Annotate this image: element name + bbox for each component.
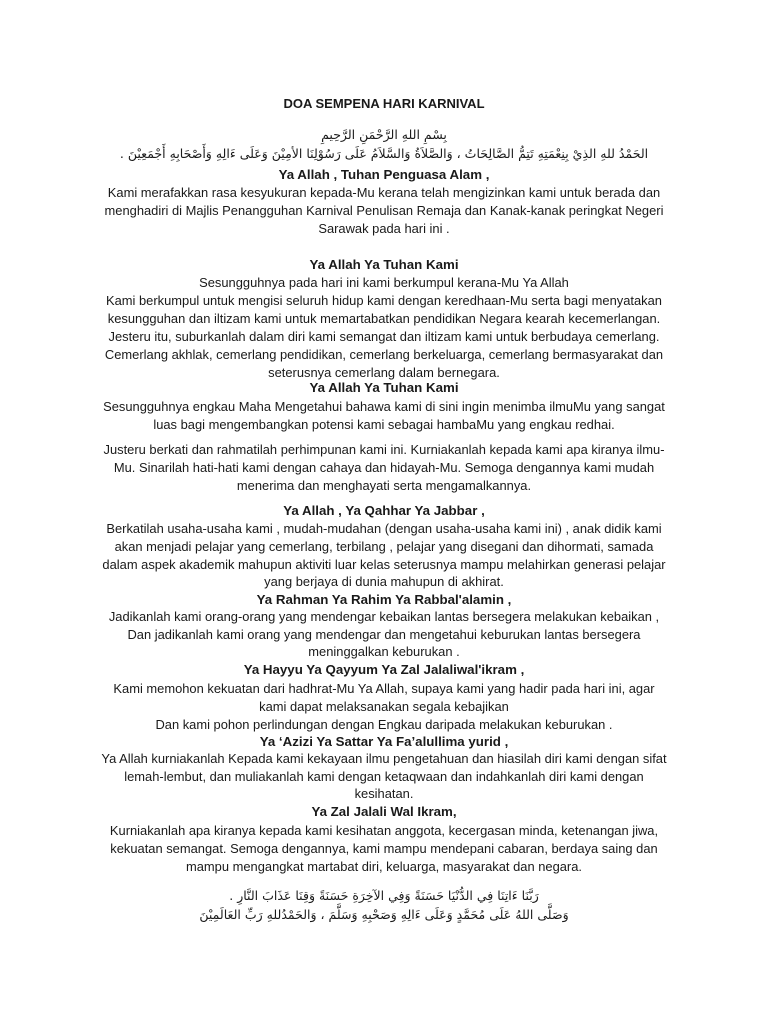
section-1-line: menghadiri di Majlis Penangguhan Karnival Penulisan Remaja dan Kanak-kanak peringkat Negeri [104, 203, 664, 218]
section-7-line: Ya Allah kurniakanlah Kepada kami kekayaan ilmu pengetahuan dan hiasilah diri kami dengan sifat [101, 751, 667, 766]
section-3-line: Mu. Sinarilah hati-hati kami dengan cahaya dan hidayah-Mu. Semoga dengannya kami mudah [113, 460, 655, 475]
section-4-line: akan menjadi pelajar yang cemerlang, terbilang , pelajar yang disegani dan dihormati, samada [114, 539, 654, 554]
section-2-line: Cemerlang akhlak, cemerlang pendidikan, cemerlang berkeluarga, cemerlang bermasyarakat dan [104, 347, 664, 362]
section-5-line: Dan jadikanlah kami orang yang mendengar dan mengetahui keburukan lantas bersegera [127, 627, 641, 642]
section-1-line: Kami merafakkan rasa kesyukuran kepada-Mu kerana telah mengizinkan kami untuk berada dan [107, 185, 661, 200]
section-6-heading: Ya Hayyu Ya Qayyum Ya Zal Jalaliwal'ikram , [243, 662, 525, 677]
section-3-heading: Ya Allah Ya Tuhan Kami [309, 380, 459, 395]
section-8-line: kekuatan semangat. Semoga dengannya, kami mampu mendepani cabaran, berdaya saing dan [110, 841, 658, 856]
section-5-line: meninggalkan keburukan . [308, 644, 460, 659]
document-title: DOA SEMPENA HARI KARNIVAL [283, 96, 485, 111]
closing-arabic-line: رَبَّنَا ءَاتِنَا فِي الدُّنْيَا حَسَنَةً وَفِي الآخِرَةِ حَسَنَةً وَقِنَا عَذَابَ النَّارِ . [229, 888, 539, 903]
section-4-line: dalam aspek akademik mahupun aktiviti luar kelas seterusnya mampu melahirkan generasi pelajar [102, 557, 666, 572]
opening-arabic: الحَمْدُ للهِ الذِيْ بِنِعْمَتِهِ تَتِمُّ الصَّالِحَاتُ ، وَالصَّلاَةُ وَالسَّلاَمُ عَلَى رَسُوْلِنَا الأمِيْنَ وَعَلَى ءَالِهِ وَأَصْحَابِهِ أَجْمَعِيْنَ . [119, 146, 649, 161]
section-8-line: mampu mengangkat martabat diri, keluarga, masyarakat dan negara. [185, 859, 582, 874]
section-4-line: yang berjaya di dunia mahupun di akhirat. [264, 574, 504, 589]
section-1-line: Sarawak pada hari ini . [318, 221, 450, 236]
section-6-line: kami dapat melaksanakan segala kebajikan [259, 699, 509, 714]
section-8-heading: Ya Zal Jalali Wal Ikram, [311, 804, 457, 819]
section-7-line: lemah-lembut, dan muliakanlah kami dengan ketaqwaan dan indahkanlah diri kami dengan [124, 769, 644, 784]
section-2-line: kesungguhan dan iltizam kami untuk memartabatkan pendidikan Negara kearah kecemerlangan. [107, 311, 661, 326]
section-4-heading: Ya Allah , Ya Qahhar Ya Jabbar , [283, 503, 485, 518]
section-4-line: Berkatilah usaha-usaha kami , mudah-mudahan (dengan usaha-usaha kami ini) , anak didik kami [106, 521, 662, 536]
section-5-heading: Ya Rahman Ya Rahim Ya Rabbal'alamin , [256, 592, 512, 607]
section-8-line: Kurniakanlah apa kiranya kepada kami kesihatan anggota, kecergasan minda, ketenangan jiwa, [109, 823, 659, 838]
section-3-line: menerima dan menghayati serta mengamalkannya. [236, 478, 532, 493]
section-5-line: Jadikanlah kami orang-orang yang mendengar kebaikan lantas bersegera melakukan kebaikan , [108, 609, 660, 624]
section-3-line: Justeru berkati dan rahmatilah perhimpunan kami ini. Kurniakanlah kepada kami apa kiranya ilmu- [103, 442, 665, 457]
closing-arabic-line: وَصَلَّى اللهُ عَلَى مُحَمَّدٍ وَعَلَى ءَالِهِ وَصَحْبِهِ وَسَلَّمَ ، وَالحَمْدُللهِ رَبِّ العَالَمِيْنَ [199, 907, 569, 922]
section-3-line: Sesungguhnya engkau Maha Mengetahui bahawa kami di sini ingin menimba ilmuMu yang sangat [103, 399, 665, 414]
section-2-heading: Ya Allah Ya Tuhan Kami [309, 257, 459, 272]
section-7-heading: Ya ‘Azizi Ya Sattar Ya Fa’alullima yurid , [259, 734, 509, 749]
section-2-line: seterusnya cemerlang dalam bernegara. [268, 365, 500, 380]
section-2-line: Kami berkumpul untuk mengisi seluruh hidup kami dengan keredhaan-Mu serta bagi menyatakan [105, 293, 662, 308]
section-2-line: Jesteru itu, suburkanlah dalam diri kami semangat dan iltizam kami untuk berbudaya cemerlang. [108, 329, 660, 344]
basmalah: بِسْمِ اللهِ الرَّحْمَنِ الرَّحِيمِ [321, 127, 447, 142]
section-6-line: Kami memohon kekuatan dari hadhrat-Mu Ya Allah, supaya kami yang hadir pada hari ini, agar [113, 681, 655, 696]
section-1-heading: Ya Allah , Tuhan Penguasa Alam , [278, 167, 490, 182]
section-3-line: luas bagi mengembangkan potensi kami sebagai hambaMu yang engkau redhai. [153, 417, 615, 432]
section-7-line: kesihatan. [354, 786, 414, 801]
section-6-line: Dan kami pohon perlindungan dengan Engkau daripada melakukan keburukan . [155, 717, 613, 732]
section-2-line: Sesungguhnya pada hari ini kami berkumpul kerana-Mu Ya Allah [199, 275, 569, 290]
